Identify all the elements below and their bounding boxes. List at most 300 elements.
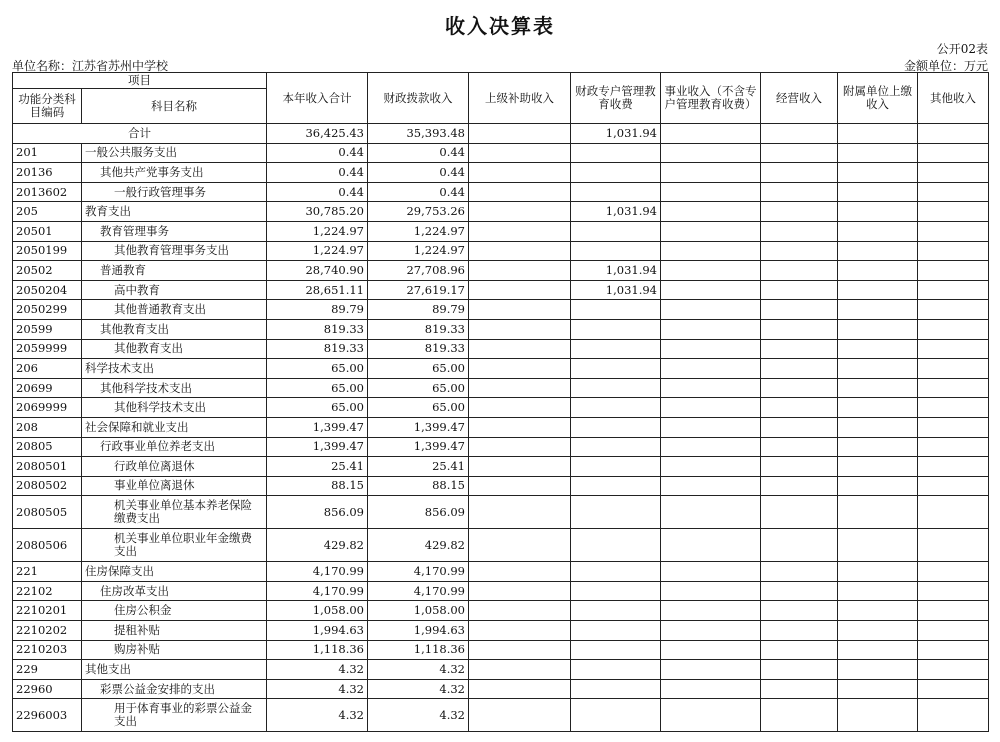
row-operating-income [761, 182, 838, 202]
row-business-income [661, 143, 761, 163]
total-income-header: 本年收入合计 [267, 73, 368, 124]
row-subject-name: 用于体育事业的彩票公益金支出 [82, 699, 267, 732]
row-subject-name: 普通教育 [82, 261, 267, 281]
operating-income-header: 经营收入 [761, 73, 838, 124]
row-upper-subsidy [469, 679, 571, 699]
row-fiscal-special [571, 221, 661, 241]
total-income-value: 36,425.43 [267, 124, 368, 144]
row-code: 221 [13, 562, 82, 582]
row-total-income: 28,740.90 [267, 261, 368, 281]
row-subject-name: 一般行政管理事务 [82, 182, 267, 202]
row-affiliate-income [838, 359, 918, 379]
form-number: 公开02表 [936, 42, 988, 56]
row-affiliate-income [838, 241, 918, 261]
row-subject-name: 其他教育管理事务支出 [82, 241, 267, 261]
row-subject-name: 其他共产党事务支出 [82, 163, 267, 183]
total-special-value: 1,031.94 [571, 124, 661, 144]
fiscal-special-header: 财政专户管理教育收费 [571, 73, 661, 124]
row-affiliate-income [838, 261, 918, 281]
table-row [13, 359, 989, 379]
row-code: 22102 [13, 581, 82, 601]
row-upper-subsidy [469, 621, 571, 641]
row-total-income: 65.00 [267, 359, 368, 379]
row-other-income [918, 163, 989, 183]
row-code: 20699 [13, 378, 82, 398]
row-total-income: 1,118.36 [267, 640, 368, 660]
row-fiscal-special [571, 300, 661, 320]
row-business-income [661, 221, 761, 241]
row-fiscal-grant: 1,058.00 [368, 601, 469, 621]
row-total-income: 1,058.00 [267, 601, 368, 621]
row-affiliate-income [838, 699, 918, 732]
row-affiliate-income [838, 319, 918, 339]
row-code: 2210203 [13, 640, 82, 660]
row-code: 2210202 [13, 621, 82, 641]
row-fiscal-grant: 88.15 [368, 476, 469, 496]
row-fiscal-grant: 65.00 [368, 398, 469, 418]
row-fiscal-grant: 1,118.36 [368, 640, 469, 660]
row-total-income: 1,399.47 [267, 417, 368, 437]
row-fiscal-special [571, 339, 661, 359]
row-upper-subsidy [469, 660, 571, 680]
table-row [13, 621, 989, 641]
row-fiscal-grant: 819.33 [368, 339, 469, 359]
row-upper-subsidy [469, 241, 571, 261]
row-operating-income [761, 496, 838, 529]
row-fiscal-special [571, 417, 661, 437]
row-code: 2050204 [13, 280, 82, 300]
row-fiscal-grant: 27,708.96 [368, 261, 469, 281]
row-business-income [661, 562, 761, 582]
row-total-income: 429.82 [267, 529, 368, 562]
row-subject-name: 机关事业单位职业年金缴费支出 [82, 529, 267, 562]
other-income-header: 其他收入 [918, 73, 989, 124]
empty-cell [918, 124, 989, 144]
row-total-income: 65.00 [267, 378, 368, 398]
row-upper-subsidy [469, 398, 571, 418]
row-fiscal-special [571, 457, 661, 477]
row-other-income [918, 529, 989, 562]
amount-unit: 金额单位：万元 [903, 59, 988, 73]
row-fiscal-special [571, 601, 661, 621]
row-business-income [661, 581, 761, 601]
row-code: 205 [13, 202, 82, 222]
row-other-income [918, 581, 989, 601]
row-fiscal-grant: 65.00 [368, 359, 469, 379]
row-operating-income [761, 261, 838, 281]
row-subject-name: 教育支出 [82, 202, 267, 222]
row-total-income: 4.32 [267, 679, 368, 699]
row-affiliate-income [838, 280, 918, 300]
row-code: 229 [13, 660, 82, 680]
row-subject-name: 住房改革支出 [82, 581, 267, 601]
row-business-income [661, 261, 761, 281]
row-code: 20501 [13, 221, 82, 241]
table-row [13, 437, 989, 457]
table-row [13, 496, 989, 529]
row-upper-subsidy [469, 417, 571, 437]
project-header: 项目 [13, 73, 267, 89]
row-fiscal-special [571, 529, 661, 562]
row-other-income [918, 562, 989, 582]
row-fiscal-special [571, 398, 661, 418]
row-business-income [661, 529, 761, 562]
row-affiliate-income [838, 398, 918, 418]
row-total-income: 4,170.99 [267, 562, 368, 582]
row-total-income: 25.41 [267, 457, 368, 477]
row-fiscal-special [571, 640, 661, 660]
row-fiscal-special [571, 581, 661, 601]
row-operating-income [761, 378, 838, 398]
row-upper-subsidy [469, 300, 571, 320]
row-affiliate-income [838, 163, 918, 183]
table-row [13, 319, 989, 339]
empty-cell [661, 124, 761, 144]
table-row [13, 562, 989, 582]
table-row [13, 241, 989, 261]
row-fiscal-special [571, 496, 661, 529]
row-business-income [661, 640, 761, 660]
row-affiliate-income [838, 660, 918, 680]
table-row [13, 182, 989, 202]
row-code: 2296003 [13, 699, 82, 732]
row-operating-income [761, 476, 838, 496]
row-fiscal-grant: 27,619.17 [368, 280, 469, 300]
row-business-income [661, 378, 761, 398]
row-subject-name: 住房公积金 [82, 601, 267, 621]
row-upper-subsidy [469, 529, 571, 562]
table-row [13, 679, 989, 699]
row-other-income [918, 143, 989, 163]
row-subject-name: 行政单位离退休 [82, 457, 267, 477]
row-code: 2210201 [13, 601, 82, 621]
row-subject-name: 其他支出 [82, 660, 267, 680]
row-other-income [918, 221, 989, 241]
row-operating-income [761, 417, 838, 437]
row-fiscal-grant: 1,399.47 [368, 417, 469, 437]
row-upper-subsidy [469, 699, 571, 732]
row-fiscal-grant: 429.82 [368, 529, 469, 562]
table-row [13, 398, 989, 418]
row-operating-income [761, 280, 838, 300]
row-subject-name: 高中教育 [82, 280, 267, 300]
row-other-income [918, 417, 989, 437]
row-business-income [661, 601, 761, 621]
row-affiliate-income [838, 496, 918, 529]
row-other-income [918, 398, 989, 418]
row-other-income [918, 202, 989, 222]
row-upper-subsidy [469, 601, 571, 621]
row-affiliate-income [838, 221, 918, 241]
row-fiscal-grant: 1,399.47 [368, 437, 469, 457]
row-total-income: 1,399.47 [267, 437, 368, 457]
row-operating-income [761, 621, 838, 641]
row-upper-subsidy [469, 280, 571, 300]
table-row [13, 417, 989, 437]
row-fiscal-grant: 856.09 [368, 496, 469, 529]
row-upper-subsidy [469, 457, 571, 477]
business-income-header: 事业收入（不含专户管理教育收费） [661, 73, 761, 124]
row-business-income [661, 679, 761, 699]
table-row [13, 143, 989, 163]
row-total-income: 65.00 [267, 398, 368, 418]
row-other-income [918, 437, 989, 457]
row-fiscal-grant: 65.00 [368, 378, 469, 398]
row-affiliate-income [838, 476, 918, 496]
row-subject-name: 科学技术支出 [82, 359, 267, 379]
table-row [13, 280, 989, 300]
row-fiscal-special: 1,031.94 [571, 202, 661, 222]
row-business-income [661, 476, 761, 496]
row-subject-name: 事业单位离退休 [82, 476, 267, 496]
table-row [13, 202, 989, 222]
row-operating-income [761, 143, 838, 163]
row-business-income [661, 699, 761, 732]
row-subject-name: 一般公共服务支出 [82, 143, 267, 163]
table-row [13, 581, 989, 601]
table-row [13, 457, 989, 477]
row-other-income [918, 699, 989, 732]
row-fiscal-special: 1,031.94 [571, 261, 661, 281]
row-business-income [661, 496, 761, 529]
income-report-table [12, 72, 989, 732]
row-affiliate-income [838, 529, 918, 562]
row-operating-income [761, 699, 838, 732]
row-total-income: 819.33 [267, 339, 368, 359]
row-operating-income [761, 398, 838, 418]
total-label: 合计 [13, 124, 267, 144]
row-other-income [918, 378, 989, 398]
row-other-income [918, 660, 989, 680]
row-upper-subsidy [469, 182, 571, 202]
table-row [13, 529, 989, 562]
empty-cell [469, 124, 571, 144]
row-fiscal-grant: 0.44 [368, 143, 469, 163]
table-row [13, 640, 989, 660]
row-total-income: 1,994.63 [267, 621, 368, 641]
func-code-header: 功能分类科目编码 [13, 89, 82, 124]
row-operating-income [761, 581, 838, 601]
table-row [13, 476, 989, 496]
row-subject-name: 彩票公益金安排的支出 [82, 679, 267, 699]
row-business-income [661, 621, 761, 641]
row-other-income [918, 339, 989, 359]
row-business-income [661, 437, 761, 457]
row-other-income [918, 300, 989, 320]
row-total-income: 4,170.99 [267, 581, 368, 601]
row-fiscal-grant: 4.32 [368, 679, 469, 699]
row-other-income [918, 359, 989, 379]
table-row [13, 163, 989, 183]
row-subject-name: 机关事业单位基本养老保险缴费支出 [82, 496, 267, 529]
table-row [13, 699, 989, 732]
row-business-income [661, 280, 761, 300]
total-fiscal-value: 35,393.48 [368, 124, 469, 144]
row-operating-income [761, 562, 838, 582]
row-code: 2069999 [13, 398, 82, 418]
row-code: 2080501 [13, 457, 82, 477]
row-total-income: 1,224.97 [267, 241, 368, 261]
row-business-income [661, 241, 761, 261]
row-business-income [661, 359, 761, 379]
row-upper-subsidy [469, 261, 571, 281]
row-business-income [661, 182, 761, 202]
row-affiliate-income [838, 640, 918, 660]
row-upper-subsidy [469, 378, 571, 398]
row-code: 2080506 [13, 529, 82, 562]
row-code: 2080502 [13, 476, 82, 496]
row-total-income: 1,224.97 [267, 221, 368, 241]
upper-subsidy-header: 上级补助收入 [469, 73, 571, 124]
table-row [13, 261, 989, 281]
row-operating-income [761, 359, 838, 379]
row-business-income [661, 339, 761, 359]
row-affiliate-income [838, 581, 918, 601]
row-affiliate-income [838, 339, 918, 359]
row-upper-subsidy [469, 581, 571, 601]
row-upper-subsidy [469, 339, 571, 359]
row-fiscal-special [571, 679, 661, 699]
row-total-income: 819.33 [267, 319, 368, 339]
row-subject-name: 住房保障支出 [82, 562, 267, 582]
row-operating-income [761, 660, 838, 680]
row-subject-name: 其他普通教育支出 [82, 300, 267, 320]
row-fiscal-special [571, 378, 661, 398]
row-total-income: 0.44 [267, 143, 368, 163]
table-row [13, 378, 989, 398]
row-total-income: 30,785.20 [267, 202, 368, 222]
row-upper-subsidy [469, 476, 571, 496]
row-other-income [918, 261, 989, 281]
row-subject-name: 其他科学技术支出 [82, 378, 267, 398]
row-affiliate-income [838, 621, 918, 641]
row-fiscal-grant: 819.33 [368, 319, 469, 339]
row-total-income: 0.44 [267, 163, 368, 183]
row-code: 208 [13, 417, 82, 437]
row-operating-income [761, 202, 838, 222]
row-other-income [918, 319, 989, 339]
row-business-income [661, 163, 761, 183]
row-fiscal-grant: 4,170.99 [368, 581, 469, 601]
total-row [13, 124, 989, 144]
row-fiscal-grant: 4,170.99 [368, 562, 469, 582]
row-subject-name: 购房补贴 [82, 640, 267, 660]
row-upper-subsidy [469, 496, 571, 529]
table-row [13, 601, 989, 621]
row-code: 2059999 [13, 339, 82, 359]
row-operating-income [761, 679, 838, 699]
row-other-income [918, 476, 989, 496]
row-fiscal-grant: 29,753.26 [368, 202, 469, 222]
row-upper-subsidy [469, 143, 571, 163]
row-upper-subsidy [469, 640, 571, 660]
table-row [13, 660, 989, 680]
row-upper-subsidy [469, 202, 571, 222]
row-subject-name: 行政事业单位养老支出 [82, 437, 267, 457]
row-total-income: 28,651.11 [267, 280, 368, 300]
row-other-income [918, 496, 989, 529]
row-operating-income [761, 319, 838, 339]
row-subject-name: 其他科学技术支出 [82, 398, 267, 418]
row-business-income [661, 202, 761, 222]
row-operating-income [761, 221, 838, 241]
row-code: 20502 [13, 261, 82, 281]
subject-name-header: 科目名称 [82, 89, 267, 124]
row-code: 20136 [13, 163, 82, 183]
row-subject-name: 其他教育支出 [82, 319, 267, 339]
row-other-income [918, 457, 989, 477]
table-row [13, 300, 989, 320]
row-affiliate-income [838, 457, 918, 477]
row-business-income [661, 398, 761, 418]
row-upper-subsidy [469, 221, 571, 241]
row-fiscal-grant: 0.44 [368, 163, 469, 183]
row-affiliate-income [838, 182, 918, 202]
row-fiscal-special [571, 359, 661, 379]
row-other-income [918, 601, 989, 621]
row-fiscal-special [571, 476, 661, 496]
row-total-income: 88.15 [267, 476, 368, 496]
row-upper-subsidy [469, 163, 571, 183]
row-code: 206 [13, 359, 82, 379]
row-affiliate-income [838, 437, 918, 457]
row-operating-income [761, 241, 838, 261]
row-subject-name: 教育管理事务 [82, 221, 267, 241]
row-fiscal-special [571, 562, 661, 582]
row-other-income [918, 621, 989, 641]
row-fiscal-grant: 1,224.97 [368, 241, 469, 261]
row-other-income [918, 182, 989, 202]
row-code: 2050299 [13, 300, 82, 320]
row-operating-income [761, 163, 838, 183]
row-fiscal-special [571, 182, 661, 202]
row-business-income [661, 457, 761, 477]
row-subject-name: 其他教育支出 [82, 339, 267, 359]
row-upper-subsidy [469, 562, 571, 582]
row-code: 22960 [13, 679, 82, 699]
row-affiliate-income [838, 562, 918, 582]
row-operating-income [761, 601, 838, 621]
row-code: 20599 [13, 319, 82, 339]
empty-cell [838, 124, 918, 144]
row-business-income [661, 300, 761, 320]
row-fiscal-special [571, 660, 661, 680]
row-fiscal-special [571, 163, 661, 183]
row-fiscal-special [571, 437, 661, 457]
row-operating-income [761, 300, 838, 320]
row-fiscal-special [571, 143, 661, 163]
row-affiliate-income [838, 300, 918, 320]
row-fiscal-special [571, 699, 661, 732]
row-subject-name: 社会保障和就业支出 [82, 417, 267, 437]
row-total-income: 89.79 [267, 300, 368, 320]
row-fiscal-grant: 4.32 [368, 660, 469, 680]
row-affiliate-income [838, 202, 918, 222]
row-operating-income [761, 640, 838, 660]
row-affiliate-income [838, 417, 918, 437]
affiliate-income-header: 附属单位上缴收入 [838, 73, 918, 124]
row-operating-income [761, 339, 838, 359]
page-title: 收入决算表 [445, 14, 555, 38]
row-upper-subsidy [469, 359, 571, 379]
row-operating-income [761, 529, 838, 562]
row-total-income: 856.09 [267, 496, 368, 529]
row-other-income [918, 241, 989, 261]
row-other-income [918, 679, 989, 699]
row-fiscal-special [571, 241, 661, 261]
row-affiliate-income [838, 143, 918, 163]
row-fiscal-grant: 1,224.97 [368, 221, 469, 241]
